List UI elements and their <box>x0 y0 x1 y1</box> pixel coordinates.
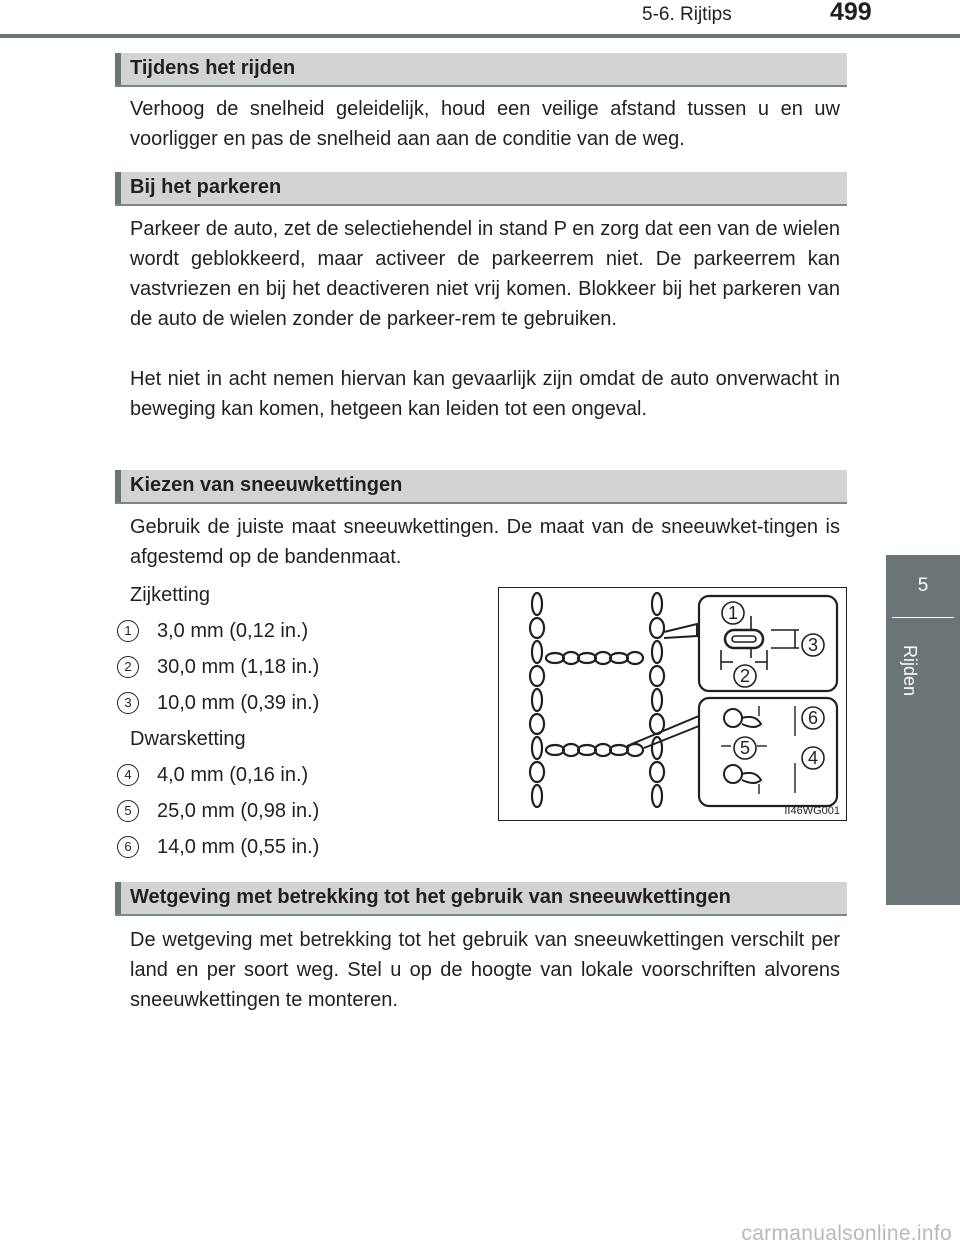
callout-5: 5 <box>739 738 751 758</box>
chapter-number: 5 <box>917 575 929 596</box>
side-chain-label: Zijketting <box>130 584 211 606</box>
chapter-tab <box>886 555 960 905</box>
dimension-value: 4,0 mm (0,16 in.) <box>157 764 309 786</box>
page-number: 499 <box>830 0 872 26</box>
chapter-tab-divider <box>892 617 954 618</box>
cross-chain-label: Dwarsketting <box>130 728 246 750</box>
section-heading-snow-chains <box>115 470 847 504</box>
callout-number: 3 <box>117 692 139 714</box>
heading-text: Kiezen van sneeuwkettingen <box>130 474 403 496</box>
callout-number: 5 <box>117 800 139 822</box>
heading-text: Wetgeving met betrekking tot het gebruik van sneeuwkettingen <box>130 886 731 908</box>
figure-code: II46WG001 <box>784 805 840 817</box>
side-chain-right <box>650 593 664 807</box>
callout-number: 4 <box>117 764 139 786</box>
side-chain-left <box>530 593 544 807</box>
cross-chain-upper <box>546 652 643 664</box>
paragraph-driving: Verhoog de snelheid geleidelijk, houd een veilige afstand tussen u en uw voorligger en pas de snelheid aan aan de conditie van de weg. <box>130 98 840 150</box>
callout-number: 6 <box>117 836 139 858</box>
paragraph-legislation: De wetgeving met betrekking tot het gebruik van sneeuwkettingen verschilt per land en per soort weg. Stel u op de hoogte van lokale voorschriften alvorens sneeuwkettingen te monteren. <box>130 929 840 1011</box>
heading-text: Tijdens het rijden <box>130 57 296 79</box>
heading-text: Bij het parkeren <box>130 176 282 198</box>
section-heading-driving <box>115 53 847 87</box>
dimension-value: 3,0 mm (0,12 in.) <box>157 620 309 642</box>
callout-number: 1 <box>117 620 139 642</box>
dimension-value: 10,0 mm (0,39 in.) <box>157 692 320 714</box>
dimension-value: 25,0 mm (0,98 in.) <box>157 800 320 822</box>
callout-2: 2 <box>739 666 751 686</box>
callout-number: 2 <box>117 656 139 678</box>
section-heading-legislation <box>115 882 847 916</box>
heading-accent-bar <box>115 470 121 502</box>
chapter-title: Rijden <box>900 645 920 697</box>
snow-chain-illustration <box>499 588 846 820</box>
heading-accent-bar <box>115 172 121 204</box>
paragraph-parking-2: Het niet in acht nemen hiervan kan gevaarlijk zijn omdat de auto onverwacht in beweging kan komen, hetgeen kan leiden tot een ongeval. <box>130 368 840 420</box>
callout-3: 3 <box>807 635 819 655</box>
dimension-value: 14,0 mm (0,55 in.) <box>157 836 320 858</box>
heading-accent-bar <box>115 53 121 85</box>
paragraph-parking-1: Parkeer de auto, zet de selectiehendel in stand P en zorg dat een van de wielen wordt geblokkeerd, maar activeer de parkeerrem niet. De parkeerrem kan vastvriezen en bij het deactiveren niet vrij komen. Blokkeer bij het parkeren van de auto de wielen zonder de parkeer-rem te gebruiken. <box>130 218 840 330</box>
header-divider <box>0 34 960 38</box>
dimension-value: 30,0 mm (1,18 in.) <box>157 656 320 678</box>
watermark: carmanualsonline.info <box>741 1222 952 1245</box>
section-heading-parking <box>115 172 847 206</box>
paragraph-snow-chains: Gebruik de juiste maat sneeuwkettingen. De maat van de sneeuwket-tingen is afgestemd op de bandenmaat. <box>130 516 840 568</box>
heading-accent-bar <box>115 882 121 914</box>
section-title: 5-6. Rijtips <box>642 4 732 25</box>
callout-4: 4 <box>807 748 819 768</box>
callout-6: 6 <box>807 708 819 728</box>
callout-1: 1 <box>727 603 739 623</box>
snow-chain-diagram <box>498 587 847 821</box>
